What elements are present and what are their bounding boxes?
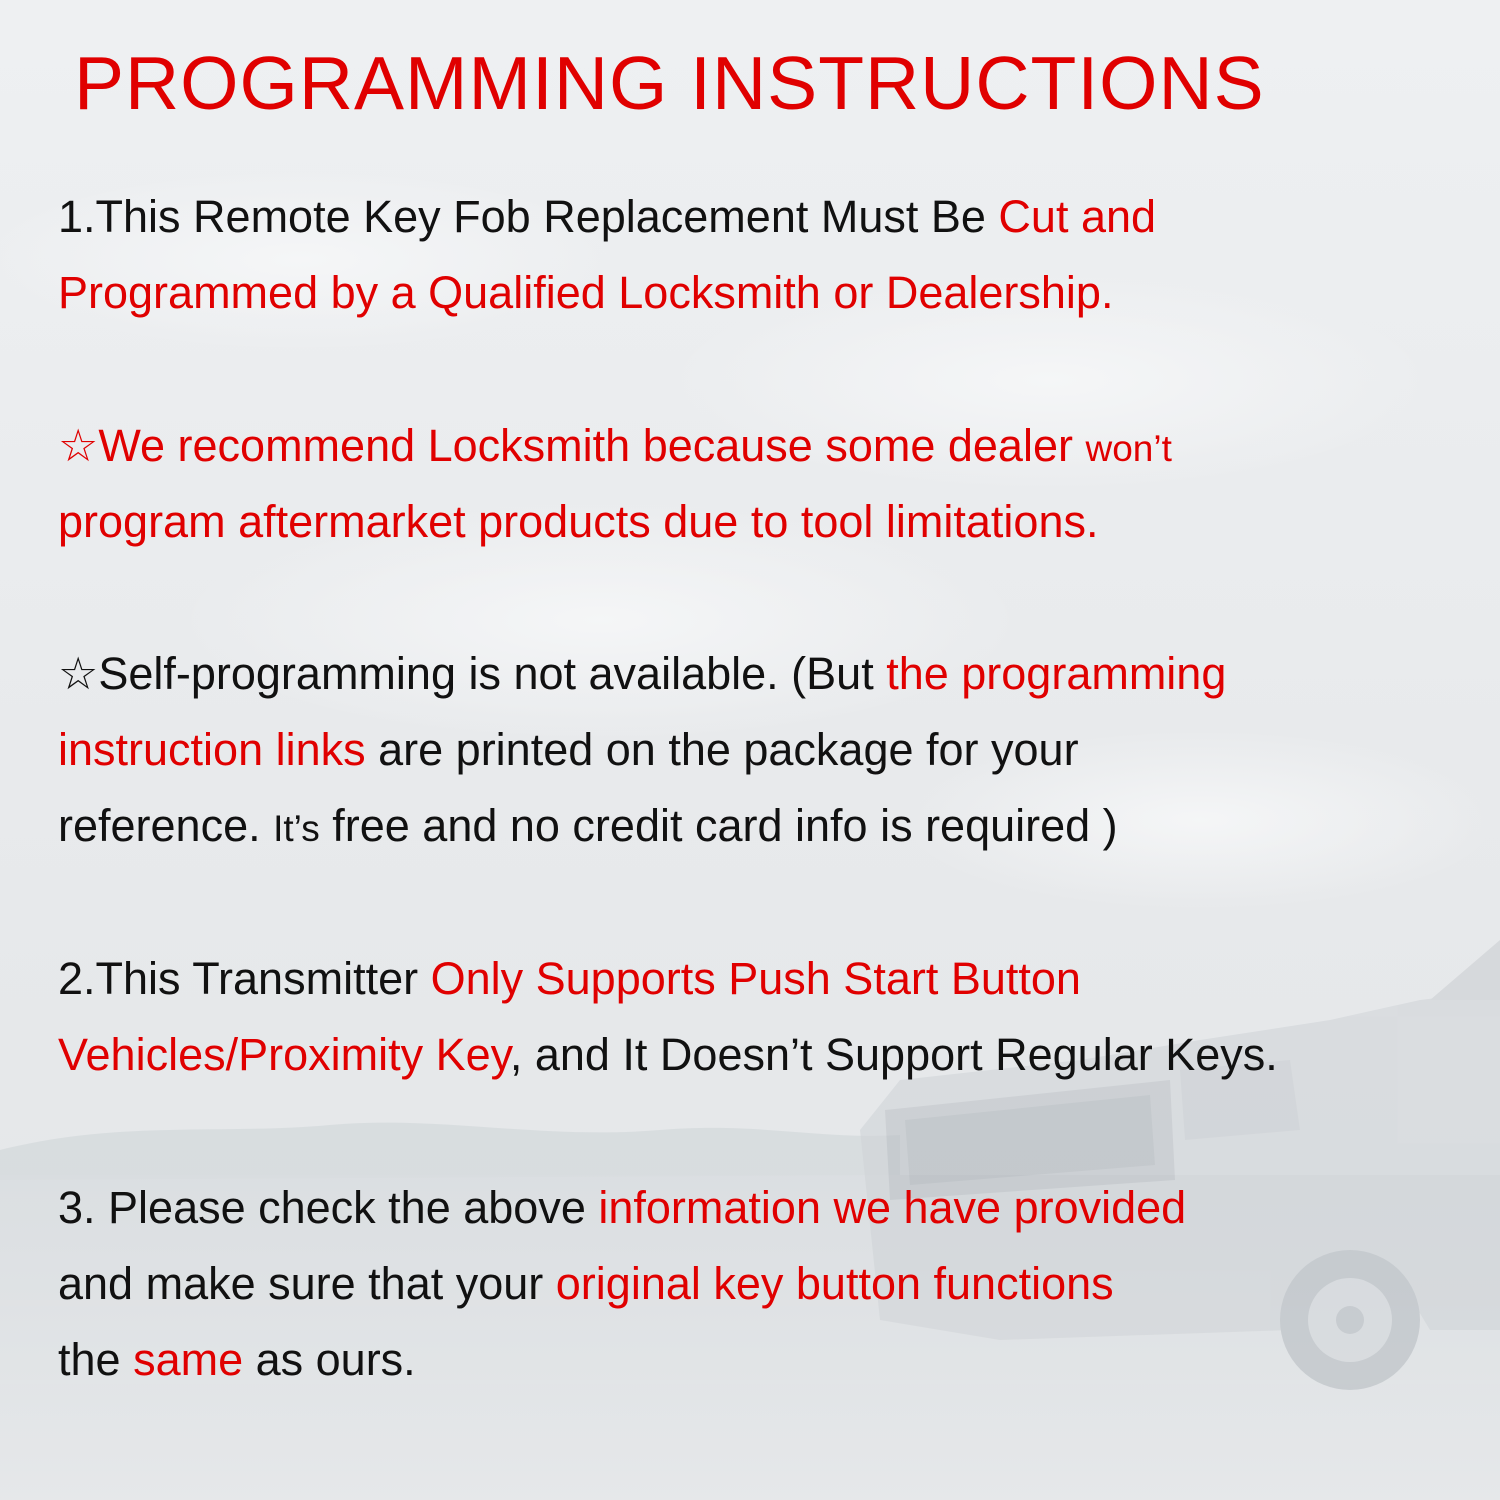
item-3-highlight-3: same (133, 1334, 244, 1385)
note-1-line-1 (58, 408, 1172, 487)
instruction-item-3-line-1 (58, 1170, 1186, 1246)
page-title: PROGRAMMING INSTRUCTIONS (74, 41, 1265, 125)
item-2-highlight: Only Supports Push Start Button (430, 953, 1081, 1004)
instruction-item-3-line-2 (58, 1246, 1114, 1322)
instruction-item-2-line-1 (58, 941, 1081, 1017)
instruction-item-1-line-1 (58, 179, 1156, 255)
note-2-small-text: It’s (273, 808, 320, 849)
instruction-item-1-line-2: Programmed by a Qualified Locksmith or Dealership. (58, 267, 1114, 318)
item-3-text: 3. Please check the above (58, 1182, 599, 1233)
note-1-line-2: program aftermarket products due to tool limitations. (58, 496, 1099, 547)
item-2-highlight-2: Vehicles/Proximity Key (58, 1029, 510, 1080)
star-icon: ☆ (58, 648, 99, 699)
note-2-text-2: are printed on the package for your (365, 724, 1079, 775)
note-2-line-3 (58, 788, 1118, 867)
item-2-text-2: , and It Doesn’t Support Regular Keys. (509, 1029, 1278, 1080)
item-1-text: 1.This Remote Key Fob Replacement Must Be (58, 191, 999, 242)
note-2-line-1 (58, 636, 1226, 712)
note-2-highlight-links: instruction links (58, 724, 366, 775)
item-3-text-3a: the (58, 1334, 134, 1385)
instruction-item-2-line-2 (58, 1017, 1278, 1093)
item-3-highlight: information we have provided (598, 1182, 1187, 1233)
item-3-text-3b: as ours. (243, 1334, 416, 1385)
item-1-highlight: Cut and (998, 191, 1157, 242)
item-3-highlight-2: original key button functions (555, 1258, 1114, 1309)
item-3-text-2: and make sure that your (58, 1258, 556, 1309)
instruction-item-3-line-3 (58, 1322, 416, 1398)
note-1-highlight: We recommend Locksmith because some dealer (98, 420, 1086, 471)
note-2-text-3a: reference. (58, 800, 274, 851)
note-2-text-3b: free and no credit card info is required ) (319, 800, 1118, 851)
star-icon: ☆ (58, 420, 99, 471)
note-1-small-text: won’t (1085, 428, 1172, 469)
note-2-line-2 (58, 712, 1079, 788)
note-2-highlight: the programming (886, 648, 1227, 699)
item-2-text: 2.This Transmitter (58, 953, 431, 1004)
note-2-text: Self-programming is not available. (But (98, 648, 887, 699)
